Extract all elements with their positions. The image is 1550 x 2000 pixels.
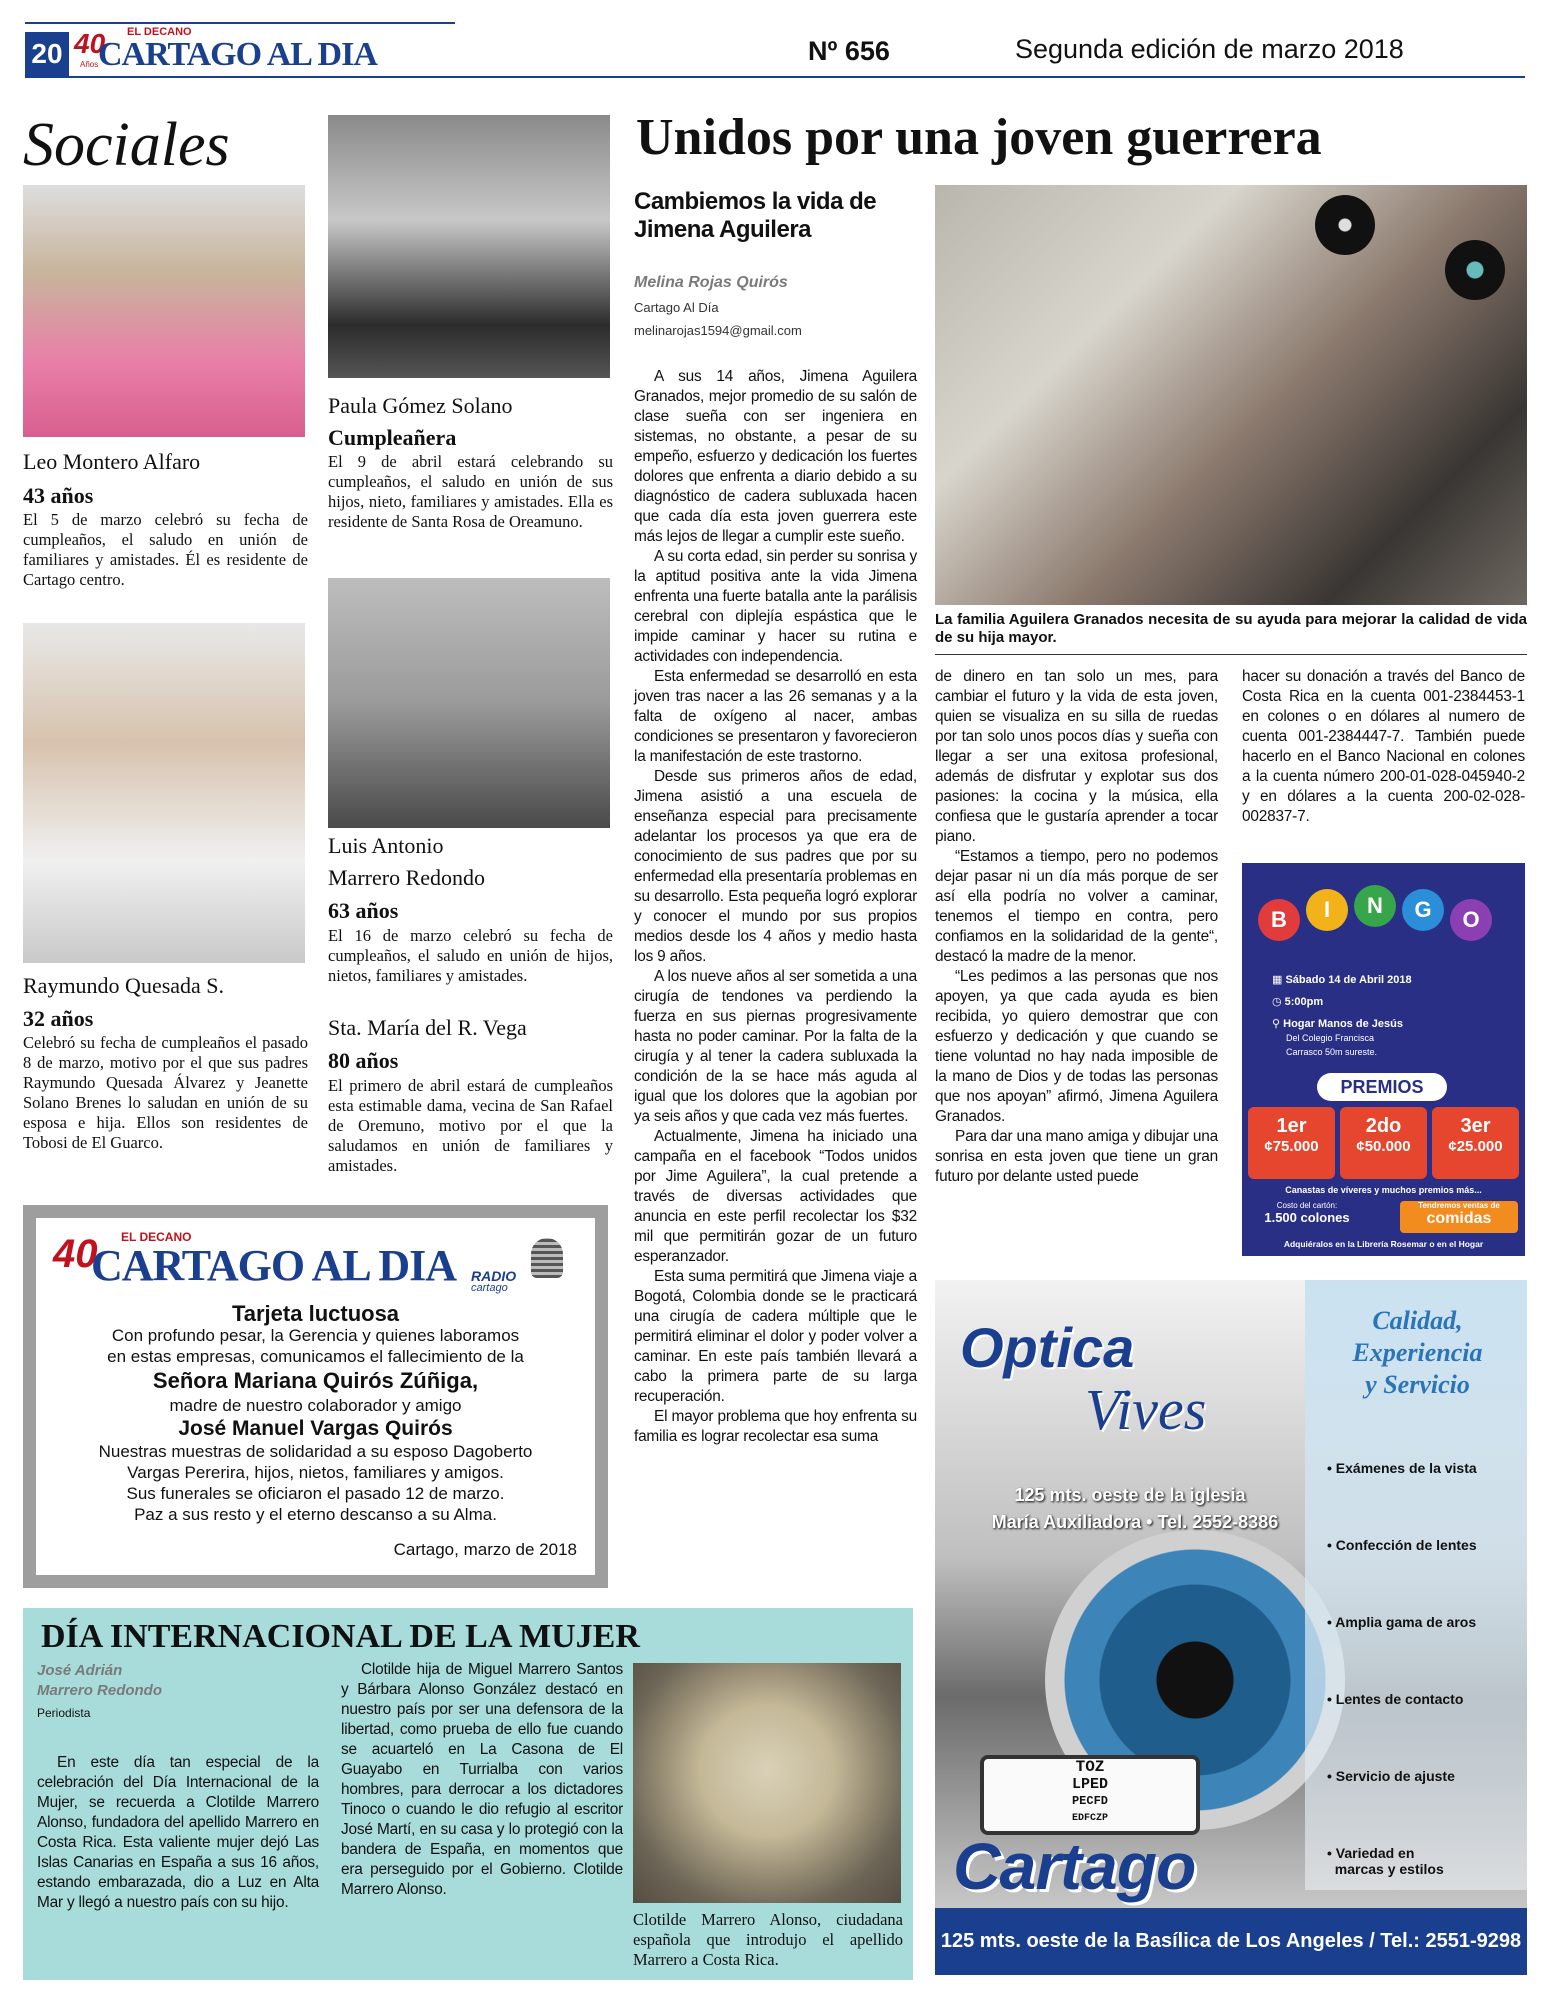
raymundo-age: 32 años <box>23 1006 94 1031</box>
service-5-label: Servicio de ajuste <box>1335 1768 1455 1784</box>
main-deck-line-1: Cambiemos la vida de <box>634 188 877 215</box>
eye-chart-line-2: LPED <box>1071 1776 1108 1793</box>
raymundo-text: Celebró su fecha de cumpleaños el pasado 8 de marzo, motivo por el que sus padres Raymundo Quesada Álvarez y Jeanette Solano Brenes lo saludan en unión de su esposa e hija. Ellos son residentes de Tobosi de El Guarco. <box>23 1033 308 1152</box>
bingo-date: Sábado 14 de Abril 2018 <box>1285 974 1412 986</box>
bingo-food <box>1400 1201 1518 1233</box>
main-author: Melina Rojas Quirós <box>634 274 788 291</box>
bingo-prize-3 <box>1432 1107 1519 1179</box>
service-4: • Lentes de contacto <box>1327 1691 1464 1707</box>
luctuosa-line-7: Paz a sus resto y el eterno descanso a su Alma. <box>134 1505 497 1524</box>
luctuosa-colleague: José Manuel Vargas Quirós <box>178 1417 453 1440</box>
clotilde-caption: Clotilde Marrero Alonso, ciudadana española que introdujo el apellido Marrero a Costa Rica. <box>633 1910 903 1969</box>
luctuosa-line-3: madre de nuestro colaborador y amigo <box>169 1396 462 1415</box>
masthead-logo <box>72 26 377 78</box>
service-6-label-2: marcas y estilos <box>1334 1861 1444 1877</box>
leo-age: 43 años <box>23 483 94 508</box>
luctuosa-line-5: Vargas Pererira, hijos, nietos, familiares y amigos. <box>127 1463 504 1482</box>
bingo-time-row <box>1272 995 1412 1009</box>
service-6-label: Variedad en <box>1335 1845 1415 1861</box>
radio-label: RADIO <box>471 1268 517 1284</box>
optica-slogan-3: y Servicio <box>1365 1370 1470 1399</box>
luis-age: 63 años <box>328 898 399 923</box>
main-column-3 <box>1242 667 1525 827</box>
bingo-food-1: Tendremos ventas de <box>1418 1201 1500 1210</box>
bingo-time: 5:00pm <box>1284 996 1324 1008</box>
service-1: • Exámenes de la vista <box>1327 1460 1477 1476</box>
maria-age: 80 años <box>328 1048 399 1073</box>
bingo-prize-1-label: 1er <box>1276 1115 1307 1137</box>
page-number: 20 <box>25 32 69 76</box>
page-header <box>0 0 1550 80</box>
maria-name: Sta. María del R. Vega <box>328 1015 527 1040</box>
c2-paragraph: Para dar una mano amiga y dibujar una sonrisa en esta joven que tiene un gran futuro por delante usted puede <box>935 1128 1218 1185</box>
mujer-column-2: Clotilde hija de Miguel Marrero Santos y Bárbara Alonso González destacó en nuestro país por ser una defensora de la libertad, como prueba de ello fue cuando se acuarteló en La Casona de El Guayabo en Turrialba con varios hombres, para derrocar a los dictadores Tinoco o cuando le dio refugio al escritor José Martí, en su casa y lo protegió con la bandera de España, en momentos que era perseguido por el Gobierno. Clotilde Marrero Alonso. <box>341 1661 623 1898</box>
sociales-title: Sociales <box>23 111 230 179</box>
masthead-title: CARTAGO AL DIA <box>98 36 377 73</box>
luis-name-1: Luis Antonio <box>328 833 444 858</box>
calendar-icon: ▦ <box>1272 974 1286 986</box>
issue-number: Nº 656 <box>808 36 890 66</box>
optica-brand-2: Vives <box>1085 1377 1207 1442</box>
radio-label-2: cartago <box>471 1282 508 1294</box>
c1-paragraph: Desde sus primeros años de edad, Jimena asistió a una escuela de enseñanza especial para precisamente adelantar los procesos ya que era de conocimiento de sus padres que por su enfermedad ella presentaría problemas en su desarrollo. Esta pequeña logró explorar y conocer el mundo por sus propios medios desde los 4 años y medio hasta los 9 años. <box>634 768 917 965</box>
main-deck <box>634 188 876 244</box>
luctuosa-line-1: Con profundo pesar, la Gerencia y quienes laboramos <box>111 1326 520 1345</box>
optica-ad <box>935 1280 1527 1975</box>
bingo-cost-label: Costo del cartón: <box>1276 1201 1338 1210</box>
photo-paula-gomez <box>328 115 610 378</box>
main-column-1 <box>634 367 917 1447</box>
mujer-column-1: En este día tan especial de la celebración del Día Internacional de la Mujer, se recuerda a Clotilde Marrero Alonso, fundadora del apellido Marrero en Costa Rica. Esta valiente mujer dejó Las Islas Canarias en España a sus 16 años, estando embarazada, dio a Luz en Alta Mar y llegó a nuestro país con su hijo. <box>37 1754 319 1911</box>
service-6: • Variedad en marcas y estilos <box>1327 1845 1444 1877</box>
bingo-date-row <box>1272 973 1412 987</box>
c2-paragraph: “Les pedimos a las personas que nos apoyen, ya que cada ayuda es bien recibida, yo quiero demostrar que con esfuerzo y dedicación y que cuando se tiene voluntad no hay nada imposible de la mano de Dios y de todas las personas que nos apoyan” afirmó, Jimena Aguilera Granados. <box>935 968 1218 1125</box>
c1-paragraph: El mayor problema que hoy enfrenta su familia es lograr recolectar esa suma <box>634 1408 917 1445</box>
optica-slogan-1: Calidad, <box>1372 1306 1463 1335</box>
eye-chart-glasses <box>980 1755 1200 1835</box>
service-1-label: Exámenes de la vista <box>1335 1460 1477 1476</box>
luis-name-2: Marrero Redondo <box>328 865 486 890</box>
main-column-2 <box>935 667 1218 1187</box>
bingo-ball-g: G <box>1402 889 1444 931</box>
main-deck-line-2: Jimena Aguilera <box>634 216 812 243</box>
luctuosa-signature: Cartago, marzo de 2018 <box>393 1540 577 1559</box>
mujer-author-2: Marrero Redondo <box>37 1682 163 1699</box>
bingo-prize-2-value: ¢50.000 <box>1356 1138 1411 1155</box>
microphone-icon <box>531 1238 563 1278</box>
bingo-premios: PREMIOS <box>1317 1073 1447 1101</box>
luctuosa-line-4: Nuestras muestras de solidaridad a su esposo Dagoberto <box>98 1442 533 1461</box>
eye-chart-line-4: EDFCZP <box>1071 1813 1108 1824</box>
family-caption: La familia Aguilera Granados necesita de su ayuda para mejorar la calidad de vida de su hija mayor. <box>935 611 1527 646</box>
mujer-author-1: José Adrián <box>37 1662 123 1679</box>
optica-addr-1: 125 mts. oeste de la iglesia <box>1014 1485 1246 1505</box>
luctuosa-title: Tarjeta luctuosa <box>231 1301 400 1326</box>
bingo-footer: Adquiéralos en la Librería Rosemar o en el Hogar <box>1283 1239 1484 1249</box>
c1-paragraph: A los nueve años al ser sometida a una cirugía de tendones va perdiendo la fuerza en sus piernas progresivamente hasta no poder caminar. Por la falta de la cirugía y al tener la cadera subluxada la condición de la se hace más aguda al igual que los dolores que la agobian por ya seis años y que cada vez más fuertes. <box>634 968 917 1125</box>
photo-raymundo-quesada <box>23 623 305 963</box>
maria-text: El primero de abril estará de cumpleaños esta estimable dama, vecina de San Rafael de Oremuno, motivo por el que la saludamos en unión de familiares y amistades. <box>328 1076 613 1175</box>
c1-paragraph: A su corta edad, sin perder su sonrisa y la aptitud positiva ante la vida Jimena enfrenta una fuerte batalla ante la parálisis cerebral con diplejía espástica que le impide caminar y hacer su rutina e actividades con independencia. <box>634 548 917 665</box>
paula-age: Cumpleañera <box>328 425 457 450</box>
bingo-prize-3-value: ¢25.000 <box>1448 1138 1503 1155</box>
service-5: • Servicio de ajuste <box>1327 1768 1455 1784</box>
bingo-food-2: comidas <box>1426 1210 1492 1227</box>
service-2: • Confección de lentes <box>1327 1537 1477 1553</box>
luctuosa-logo-title: CARTAGO AL DIA <box>91 1241 457 1290</box>
bingo-place-sub-2: Carrasco 50m sureste. <box>1286 1047 1378 1057</box>
optica-city: Cartago <box>953 1829 1196 1903</box>
service-4-label: Lentes de contacto <box>1335 1691 1464 1707</box>
luctuosa-box <box>23 1205 608 1588</box>
luctuosa-deceased: Señora Mariana Quirós Zúñiga, <box>152 1368 479 1393</box>
optica-brand-1: Optica <box>960 1316 1135 1379</box>
bingo-place-sub-1: Del Colegio Francisca <box>1286 1033 1375 1043</box>
photo-clotilde-marrero <box>633 1663 901 1903</box>
luctuosa-line-6: Sus funerales se oficiaron el pasado 12 de marzo. <box>126 1484 505 1503</box>
luctuosa-logo-small: EL DECANO <box>121 1230 192 1244</box>
mujer-role: Periodista <box>37 1706 91 1720</box>
vinyl-record-icon-2 <box>1445 240 1505 300</box>
raymundo-name: Raymundo Quesada S. <box>23 973 225 998</box>
paula-name: Paula Gómez Solano <box>328 393 513 418</box>
bingo-ball-o: O <box>1450 899 1492 941</box>
service-3: • Amplia gama de aros <box>1327 1614 1477 1630</box>
bingo-ad <box>1242 863 1525 1256</box>
mujer-title: DÍA INTERNACIONAL DE LA MUJER <box>41 1618 640 1655</box>
bingo-prize-1-value: ¢75.000 <box>1264 1138 1319 1155</box>
luis-text: El 16 de marzo celebró su fecha de cumpleaños, el saludo en unión de hijos, nietos, familiares y amistades. <box>328 926 613 985</box>
bingo-ball-n: N <box>1354 885 1396 927</box>
luctuosa-logo-forty: 40 <box>53 1232 98 1276</box>
edition-date: Segunda edición de marzo 2018 <box>1015 34 1404 64</box>
leo-name: Leo Montero Alfaro <box>23 449 201 474</box>
mujer-box <box>23 1608 913 1980</box>
masthead-forty: 40 <box>74 28 106 59</box>
optica-addr-2: María Auxiliadora • Tel. 2552-8386 <box>991 1512 1279 1532</box>
optica-slogan <box>1315 1305 1520 1401</box>
photo-leo-montero <box>23 185 305 437</box>
luctuosa-line-2: en estas empresas, comunicamos el fallecimiento de la <box>107 1347 524 1366</box>
bingo-prize-1 <box>1248 1107 1335 1179</box>
location-pin-icon: ⚲ <box>1272 1018 1284 1030</box>
c3-paragraph: hacer su donación a través del Banco de Costa Rica en la cuenta 001-2384453-1 en colones o en dólares al numero de cuenta 001-2384447-7. También puede hacerlo en el Banco Nacional en colones a la cuenta número 200-01-028-045940-2 y en dólares a la cuenta 200-02-028-002837-7. <box>1242 668 1525 825</box>
bingo-place: Hogar Manos de Jesús <box>1283 1018 1403 1030</box>
optica-footer: 125 mts. oeste de la Basílica de Los Angeles / Tel.: 2551-9298 <box>935 1908 1527 1975</box>
bingo-prize-3-label: 3er <box>1460 1115 1491 1137</box>
service-3-label: Amplia gama de aros <box>1335 1614 1477 1630</box>
bingo-extra: Canastas de víveres y muchos premios más... <box>1285 1185 1482 1195</box>
bingo-cost-value: 1.500 colones <box>1264 1210 1350 1225</box>
bingo-ball-b: B <box>1258 899 1300 941</box>
main-email: melinarojas1594@gmail.com <box>634 323 802 338</box>
main-headline: Unidos por una joven guerrera <box>636 109 1322 166</box>
optica-slogan-2: Experiencia <box>1352 1338 1483 1367</box>
c1-paragraph: Actualmente, Jimena ha iniciado una campaña en el facebook “Todos unidos por Jime Aguilera”, la cual pretende a través de diversas actividades que anuncia en este perfil recolectar los $32 mil que permitirán gozar de un futuro esperanzador. <box>634 1128 917 1265</box>
masthead-anos: Años <box>80 60 99 69</box>
leo-text: El 5 de marzo celebró su fecha de cumpleaños, el saludo en unión de familiares y amistades. Él es residente de Cartago centro. <box>23 510 308 589</box>
eye-chart-line-1: TOZ <box>1075 1758 1105 1776</box>
bingo-ball-i: I <box>1306 889 1348 931</box>
c2-paragraph: de dinero en tan solo un mes, para cambiar el futuro y la vida de esta joven, quien se visualiza en su silla de ruedas por tan solo unos pocos días y sueña con llegar a ser una exitosa profesional, además de disfrutar y explotar sus dos pasiones: la cocina y la música, ella confiesa que le gustaría aprender a tocar piano. <box>935 668 1218 845</box>
c2-paragraph: “Estamos a tiempo, pero no podemos dejar pasar ni un día más porque de ser así ella podría no volver a caminar, tenemos el tiempo en contra, pero confiamos en la solidaridad de la gente“, destacó la madre de la menor. <box>935 848 1218 965</box>
luctuosa-logo <box>51 1230 457 1290</box>
bingo-prize-2 <box>1340 1107 1427 1179</box>
bingo-cost <box>1252 1201 1362 1225</box>
radio-logo <box>471 1248 576 1298</box>
bingo-place-row <box>1272 1017 1412 1031</box>
service-2-label: Confección de lentes <box>1335 1537 1477 1553</box>
c1-paragraph: Esta suma permitirá que Jimena viaje a Bogotá, Colombia donde se le practicará una cirugía de cadera múltiple que le permitirá eliminar el dolor y poder volver a caminar. En este país también llevará a cabo la primera parte de su larga recuperación. <box>634 1268 917 1405</box>
vinyl-record-icon <box>1315 195 1375 255</box>
bingo-prize-2-label: 2do <box>1365 1115 1402 1137</box>
masthead-small: EL DECANO <box>127 26 192 38</box>
main-outlet: Cartago Al Día <box>634 300 719 315</box>
clock-icon: ◷ <box>1272 996 1285 1008</box>
c1-paragraph: A sus 14 años, Jimena Aguilera Granados, mejor promedio de su salón de clase sueña con ser ingeniera en sistemas, no obstante, a pesar de su empeño, esfuerzo y dedicación los fuertes dolores que enfrenta a diario debido a su diagnóstico de cadera subluxada hacen que cada día esta joven guerrera este más lejos de llegar a cumplir este sueño. <box>634 368 917 545</box>
bingo-balls <box>1258 885 1508 935</box>
photo-family-aguilera <box>935 185 1527 605</box>
photo-luis-antonio <box>328 578 610 828</box>
c1-paragraph: Esta enfermedad se desarrolló en esta joven tras nacer a las 26 semanas y a la falta de oxígeno al nacer, ambas condiciones se presentaron y favorecieron la manifestación de este trastorno. <box>634 668 917 765</box>
paula-text: El 9 de abril estará celebrando su cumpleaños, el saludo en unión de sus hijos, nieto, familiares y amistades. Ella es residente de Santa Rosa de Oreamuno. <box>328 452 613 531</box>
eye-chart-line-3: PECFD <box>1071 1794 1108 1808</box>
